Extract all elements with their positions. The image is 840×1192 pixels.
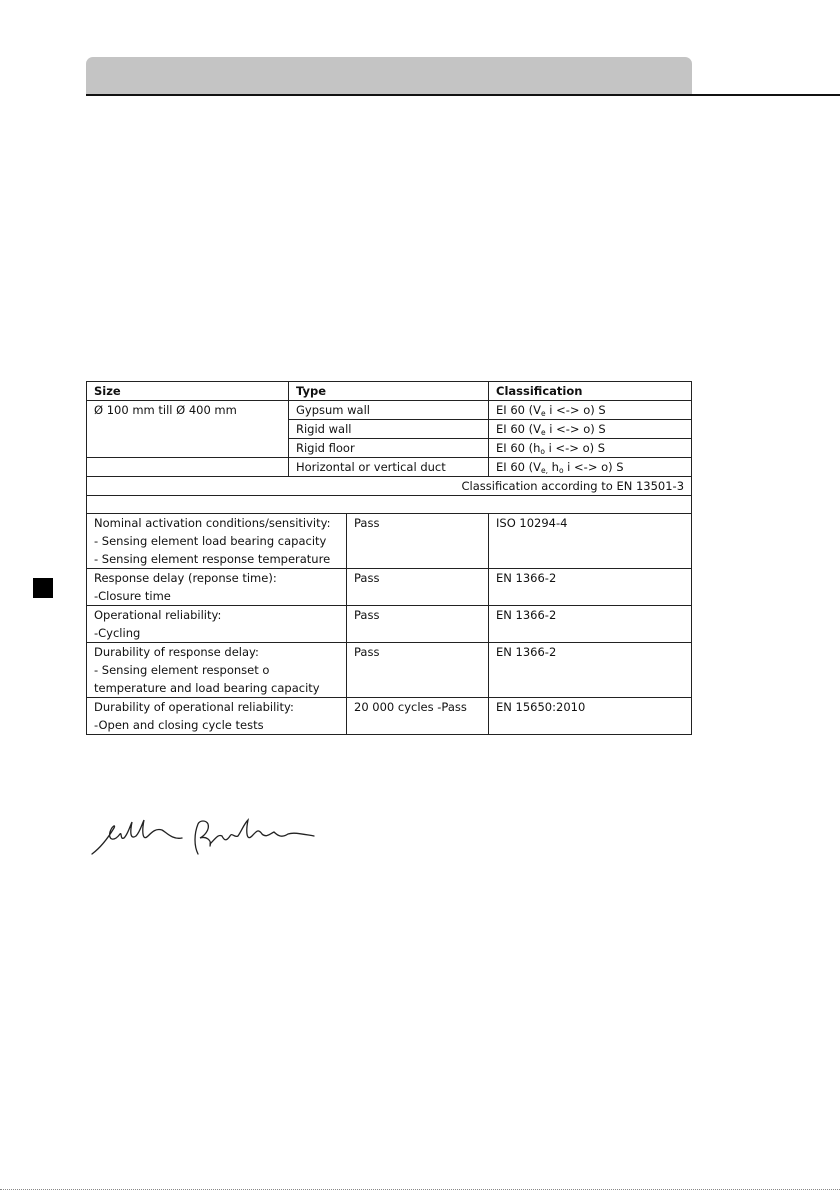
standard-cell: EN 15650:2010: [489, 698, 692, 735]
size-value: Ø 100 mm till Ø 400 mm: [87, 401, 289, 458]
performance-row: [87, 606, 692, 643]
performance-row: [87, 514, 692, 569]
characteristic-cell: Operational reliability: -Cycling: [87, 606, 347, 643]
characteristic-cell: Durability of response delay: - Sensing element responset o temperature and load bearing capacity: [87, 643, 347, 698]
standard-cell: EN 1366-2: [489, 643, 692, 698]
result-cell: 20 000 cycles -Pass: [347, 698, 489, 735]
empty-row: [87, 496, 692, 514]
classification-cell: EI 60 ($V_e$ i <-> o) S: [489, 401, 692, 420]
characteristic-cell: Durability of operational reliability: -Open and closing cycle tests: [87, 698, 347, 735]
header-rule: [86, 94, 840, 96]
side-marker: [33, 578, 53, 598]
standard-cell: EN 1366-2: [489, 606, 692, 643]
performance-row: [87, 698, 692, 735]
type-cell: Rigid floor: [289, 439, 489, 458]
classification-cell: EI 60 ($h_o$ i <-> o) S: [489, 439, 692, 458]
type-cell: Rigid wall: [289, 420, 489, 439]
signature: [90, 818, 316, 858]
standard-cell: EN 1366-2: [489, 569, 692, 606]
header-type: Type: [289, 382, 489, 401]
result-cell: Pass: [347, 514, 489, 569]
characteristic-cell: Response delay (reponse time): -Closure time: [87, 569, 347, 606]
table-note-row: [87, 477, 692, 496]
performance-row: [87, 569, 692, 606]
type-cell: Gypsum wall: [289, 401, 489, 420]
spacer-row: [87, 496, 692, 514]
standard-cell: ISO 10294-4: [489, 514, 692, 569]
characteristic-cell: Nominal activation conditions/sensitivity: - Sensing element load bearing capacity - Sensing element response temperature: [87, 514, 347, 569]
type-cell: Horizontal or vertical duct: [289, 458, 489, 477]
classification-cell: EI 60 ($V_{e,}$ $h_o$ i <-> o) S: [489, 458, 692, 477]
classification-note: Classification according to EN 13501-3: [87, 477, 692, 496]
classification-cell: EI 60 ($V_e$ i <-> o) S: [489, 420, 692, 439]
classification-table: [86, 381, 692, 735]
footer-dotted-line: [0, 1189, 840, 1190]
header-classification: Classification: [489, 382, 692, 401]
result-cell: Pass: [347, 643, 489, 698]
performance-row: [87, 643, 692, 698]
table-row: [87, 458, 692, 477]
result-cell: Pass: [347, 606, 489, 643]
header-size: Size: [87, 382, 289, 401]
table-row: [87, 401, 692, 420]
header-bar: [86, 57, 692, 94]
table-header-row: [87, 382, 692, 401]
empty-size-cell: [87, 458, 289, 477]
result-cell: Pass: [347, 569, 489, 606]
